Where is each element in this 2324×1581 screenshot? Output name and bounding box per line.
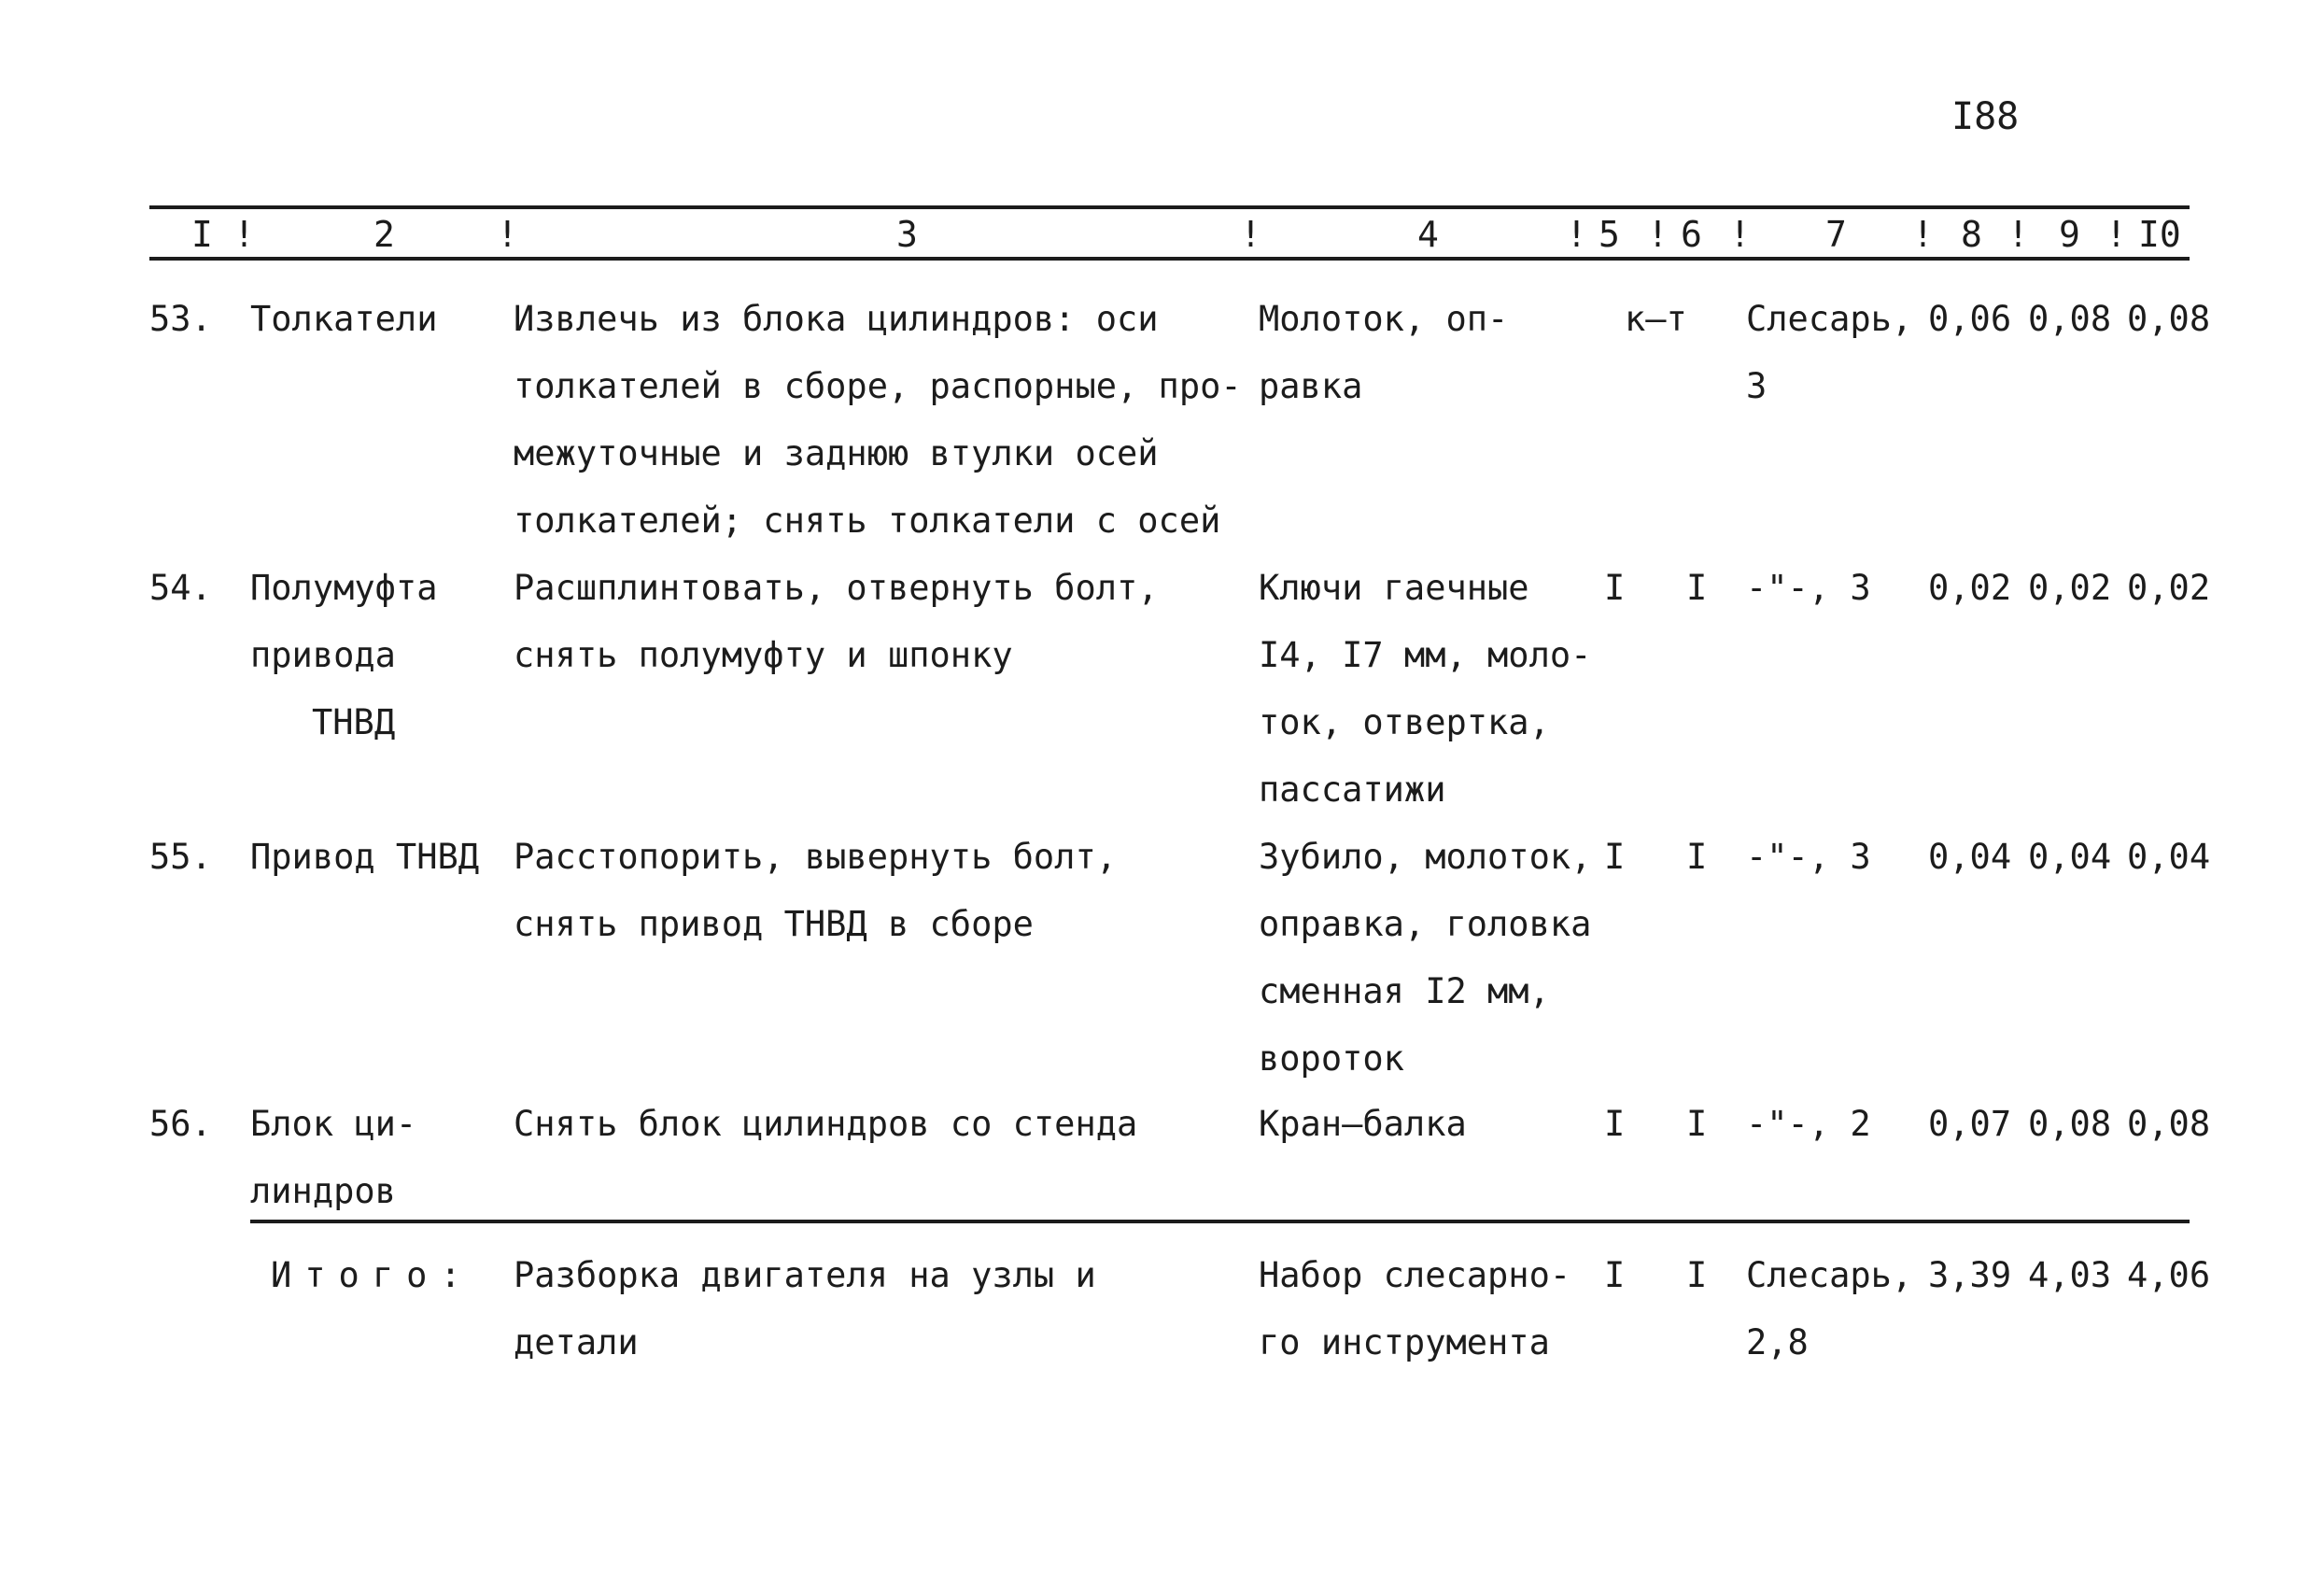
col10-value: 0,08 (2127, 1104, 2211, 1144)
row-number: 55. (149, 837, 212, 877)
col10-value: 0,04 (2127, 837, 2211, 877)
col9-value: 0,08 (2028, 299, 2112, 339)
col5-value: I (1604, 568, 1626, 608)
col-sep: ! (1240, 214, 1261, 255)
operation-text: Извлечь из блока цилиндров: оси толкателей в сборе, распорные, про- межуточные и заднюю втулки осей толкателей; снять толкатели с осей (514, 299, 1242, 541)
col5-value: к–т (1625, 299, 1687, 339)
tools-text: Зубило, молоток, оправка, головка сменная I2 мм, вороток (1259, 837, 1592, 1079)
col-sep: ! (233, 214, 255, 255)
worker-grade: -"-, 3 (1746, 837, 1871, 877)
col-header-1: I (191, 214, 213, 255)
col9-value: 0,08 (2028, 1104, 2112, 1144)
col6-value: I (1686, 1255, 1708, 1295)
col-sep: ! (2106, 214, 2127, 255)
col10-value: 0,08 (2127, 299, 2211, 339)
col9-value: 0,04 (2028, 837, 2112, 877)
col-sep: ! (2007, 214, 2029, 255)
worker-grade: -"-, 3 (1746, 568, 1871, 608)
header-top-rule (149, 205, 2190, 209)
total-rule (250, 1220, 2190, 1223)
part-name: Блок ци- линдров (250, 1104, 417, 1211)
worker-grade: Слесарь, 2,8 (1746, 1255, 1913, 1362)
col9-value: 4,03 (2028, 1255, 2112, 1295)
operation-text: Снять блок цилиндров со стенда (514, 1104, 1138, 1144)
tools-text: Кран–балка (1259, 1104, 1467, 1144)
col-sep: ! (1912, 214, 1934, 255)
row-number: 56. (149, 1104, 212, 1144)
tools-text: Ключи гаечные I4, I7 мм, моло- ток, отвертка, пассатижи (1259, 568, 1592, 810)
col10-value: 4,06 (2127, 1255, 2211, 1295)
part-name: Полумуфта привода ТНВД (250, 568, 438, 742)
col-header-6: 6 (1681, 214, 1702, 255)
col-header-9: 9 (2059, 214, 2080, 255)
col-sep: ! (1647, 214, 1669, 255)
col-header-8: 8 (1961, 214, 1982, 255)
col5-value: I (1604, 1104, 1626, 1144)
col-sep: ! (1566, 214, 1587, 255)
part-name: Привод ТНВД (250, 837, 480, 877)
part-name: Толкатели (250, 299, 438, 339)
col-sep: ! (497, 214, 518, 255)
col5-value: I (1604, 837, 1626, 877)
col8-value: 0,02 (1928, 568, 2012, 608)
col8-value: 3,39 (1928, 1255, 2012, 1295)
row-number: 53. (149, 299, 212, 339)
col-header-4: 4 (1417, 214, 1439, 255)
col8-value: 0,04 (1928, 837, 2012, 877)
page-number: I88 (1951, 95, 2020, 138)
col-header-5: 5 (1599, 214, 1620, 255)
col10-value: 0,02 (2127, 568, 2211, 608)
col9-value: 0,02 (2028, 568, 2112, 608)
worker-grade: Слесарь, 3 (1746, 299, 1913, 406)
col5-value: I (1604, 1255, 1626, 1295)
row-number: 54. (149, 568, 212, 608)
col-header-3: 3 (896, 214, 918, 255)
operation-text: Расшплинтовать, отвернуть болт, снять полумуфту и шпонку (514, 568, 1159, 675)
total-label: Итого: (271, 1255, 474, 1295)
col-header-10: I0 (2138, 214, 2181, 255)
col-header-7: 7 (1825, 214, 1847, 255)
col6-value: I (1686, 837, 1708, 877)
tools-text: Молоток, оп- равка (1259, 299, 1509, 406)
col8-value: 0,07 (1928, 1104, 2012, 1144)
worker-grade: -"-, 2 (1746, 1104, 1871, 1144)
tools-text: Набор слесарно- го инструмента (1259, 1255, 1571, 1362)
operation-text: Разборка двигателя на узлы и детали (514, 1255, 1096, 1362)
col-header-2: 2 (373, 214, 395, 255)
col6-value: I (1686, 1104, 1708, 1144)
col8-value: 0,06 (1928, 299, 2012, 339)
col6-value: I (1686, 568, 1708, 608)
operation-text: Расстопорить, вывернуть болт, снять привод ТНВД в сборе (514, 837, 1118, 944)
col-sep: ! (1729, 214, 1751, 255)
header-bottom-rule (149, 257, 2190, 261)
